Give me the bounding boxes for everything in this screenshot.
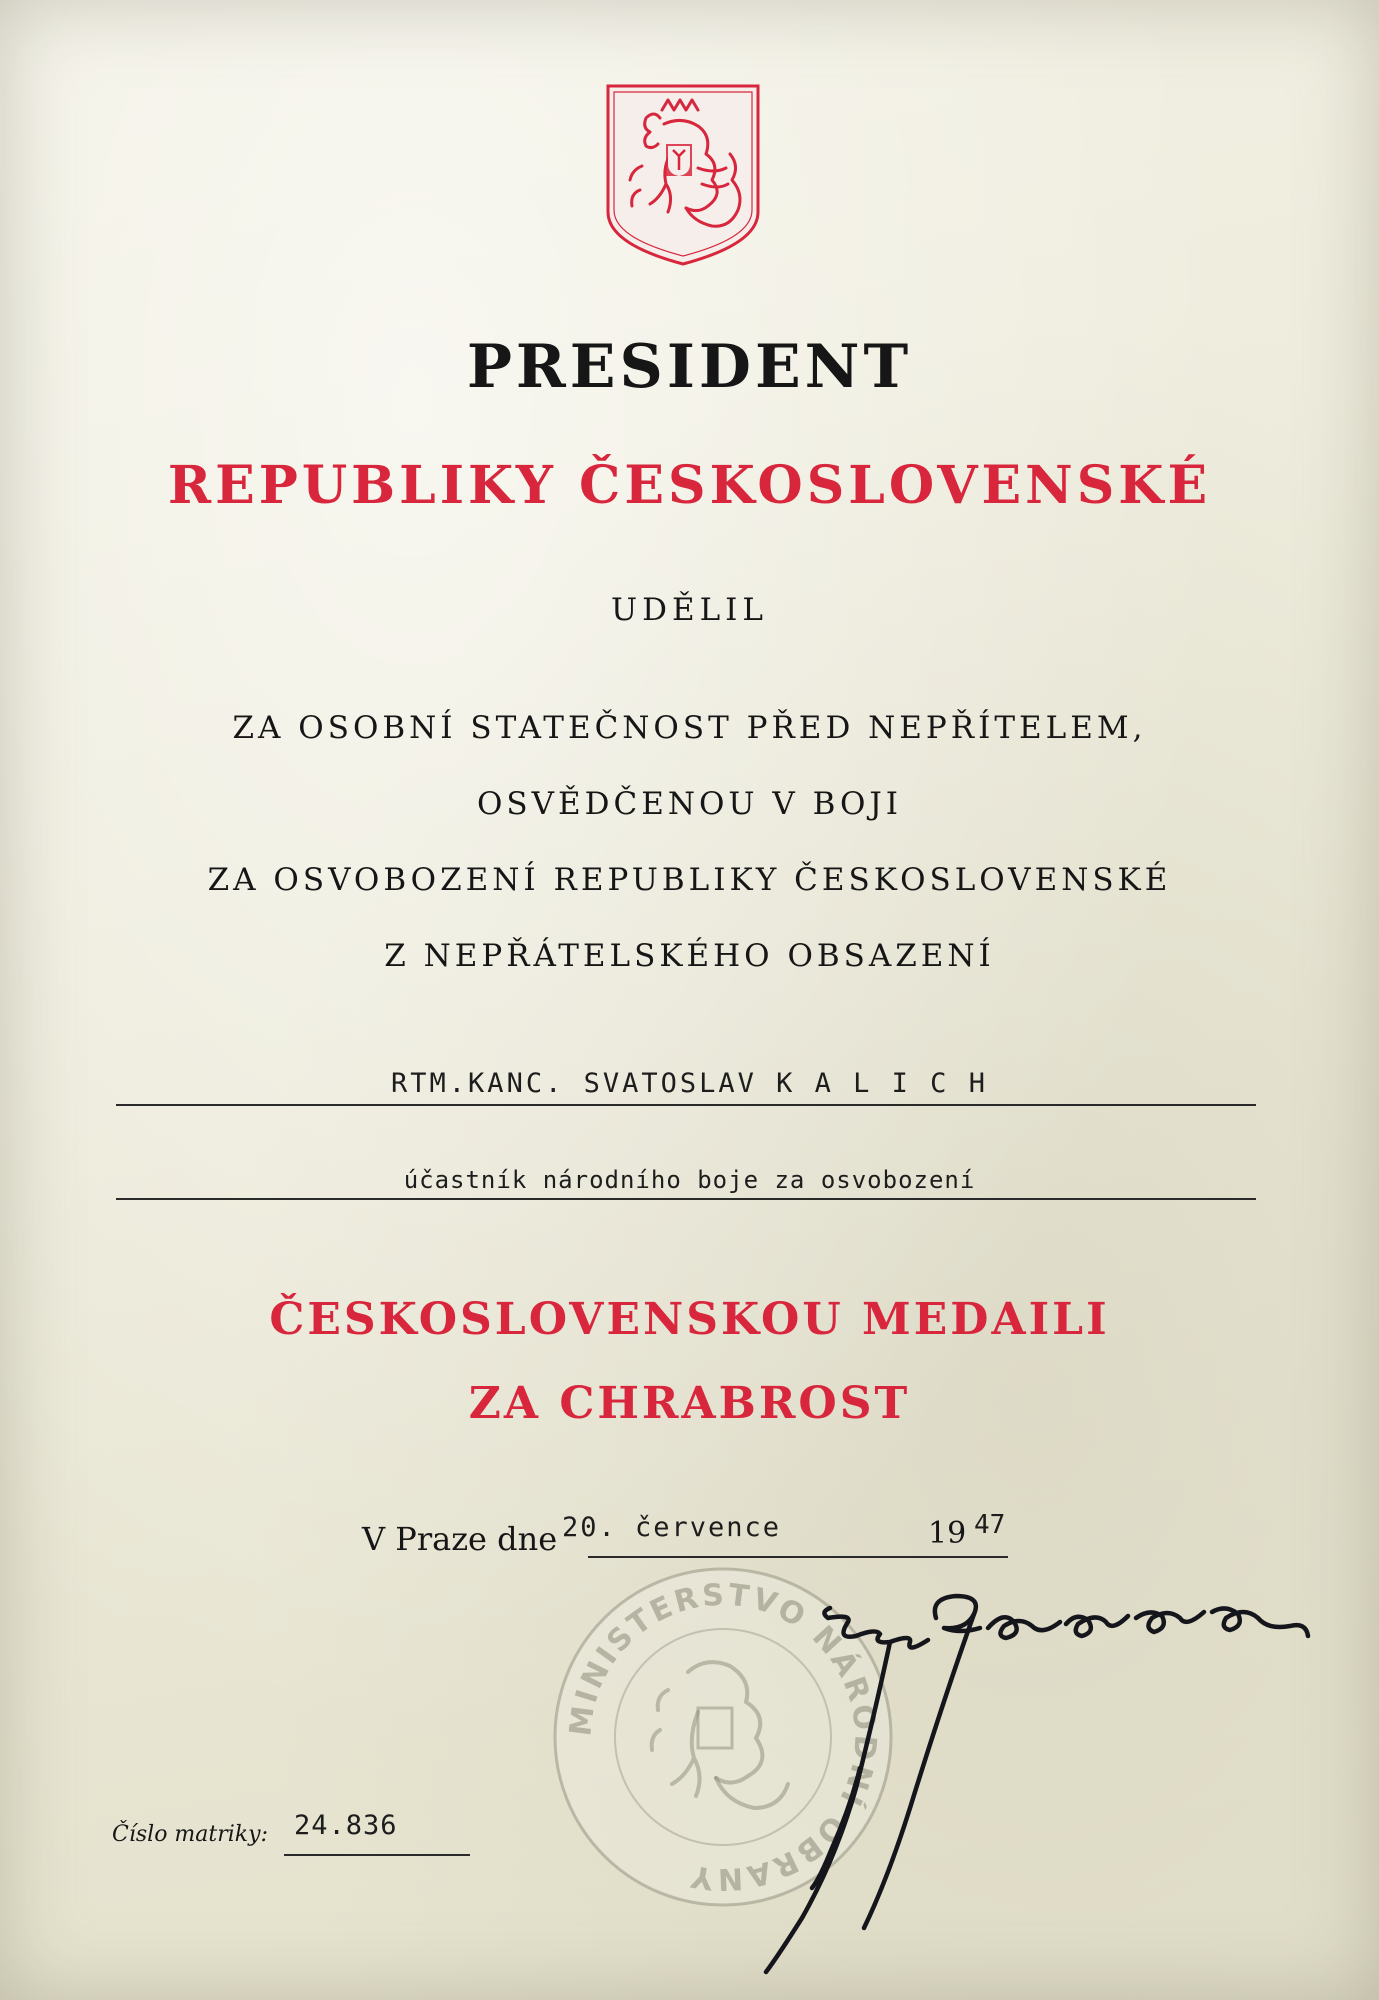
registry-number-row	[112, 1808, 472, 1858]
year-prefix: 19	[928, 1516, 967, 1551]
medal-line: ZA CHRABROST	[468, 1378, 911, 1429]
heading-republic: REPUBLIKY ČESKOSLOVENSKÉ	[167, 455, 1212, 516]
place-label: V Praze dne	[362, 1520, 558, 1558]
awarded-label: UDĚLIL	[610, 592, 769, 628]
recipient-role: účastník národního boje za osvobození	[403, 1166, 976, 1194]
reason-line: OSVĚDČENOU V BOJI	[476, 786, 903, 822]
role-rule	[116, 1198, 1256, 1200]
signature	[760, 1588, 1360, 1988]
heading-president: PRESIDENT	[466, 332, 913, 402]
place-date-row	[362, 1512, 1022, 1562]
reason-line: Z NEPŘÁTELSKÉHO OBSAZENÍ	[384, 938, 995, 974]
name-rule	[116, 1104, 1256, 1106]
seal-text: MINISTERSTVO NÁRODNÍ OBRANY	[563, 1577, 883, 1897]
medal-name	[0, 1278, 1379, 1446]
reason-line: ZA OSVOBOZENÍ REPUBLIKY ČESKOSLOVENSKÉ	[207, 862, 1172, 898]
award-reason	[0, 690, 1379, 994]
reason-line: ZA OSOBNÍ STATEČNOST PŘED NEPŘÍTELEM,	[232, 710, 1147, 746]
medal-line: ČESKOSLOVENSKOU MEDAILI	[269, 1294, 1110, 1345]
coat-of-arms-emblem	[602, 80, 764, 268]
recipient-name: RTM.KANC. SVATOSLAV K A L I C H	[391, 1068, 988, 1099]
date-rule	[588, 1556, 1008, 1558]
registry-number: 24.836	[294, 1810, 398, 1841]
date-value: 20. července	[562, 1512, 782, 1543]
year-suffix: 47	[974, 1510, 1006, 1540]
registry-label: Číslo matriky:	[112, 1822, 268, 1847]
registry-rule	[284, 1854, 470, 1856]
